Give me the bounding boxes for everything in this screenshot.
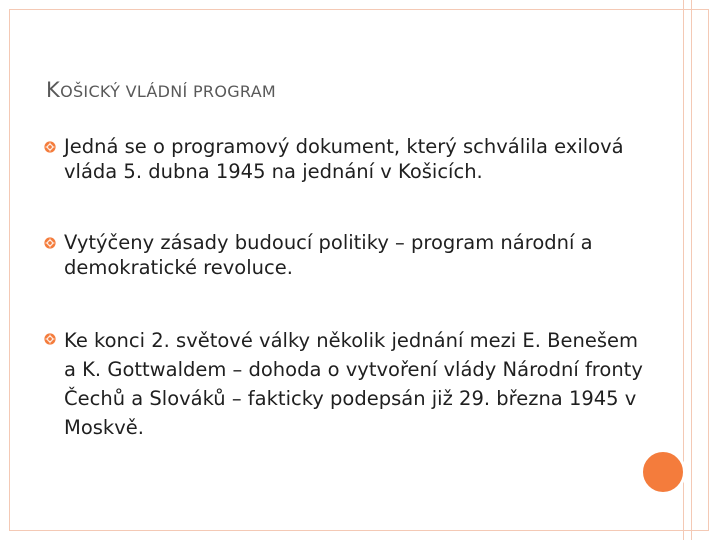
- bullet-text: Jedná se o programový dokument, který schválila exilová vláda 5. dubna 1945 na jednání v Košicích.: [64, 135, 624, 183]
- decorative-line-left: [683, 0, 684, 540]
- sun-bullet-icon: [44, 141, 56, 153]
- bullet-item: [44, 230, 644, 280]
- decorative-line-right: [691, 0, 692, 540]
- bullet-text: Vytýčeny zásady budoucí politiky – program národní a demokratické revoluce.: [64, 231, 593, 279]
- title-rest: OŠICKÝ VLÁDNÍ PROGRAM: [60, 82, 277, 101]
- bullet-item: [44, 326, 644, 442]
- sun-bullet-icon: [44, 237, 56, 249]
- title-initial: K: [46, 78, 61, 102]
- bullet-item: [44, 134, 644, 184]
- bullet-list: [44, 134, 644, 488]
- slide-title: [46, 78, 276, 102]
- sun-bullet-icon: [44, 333, 56, 345]
- decorative-orange-circle: [640, 449, 686, 495]
- bullet-text: Ke konci 2. světové války několik jednání mezi E. Benešem a K. Gottwaldem – dohoda o vytvoření vlády Národní fronty Čechů a Slováků – fakticky podepsán již 29. března 1945 v Moskvě.: [64, 329, 643, 439]
